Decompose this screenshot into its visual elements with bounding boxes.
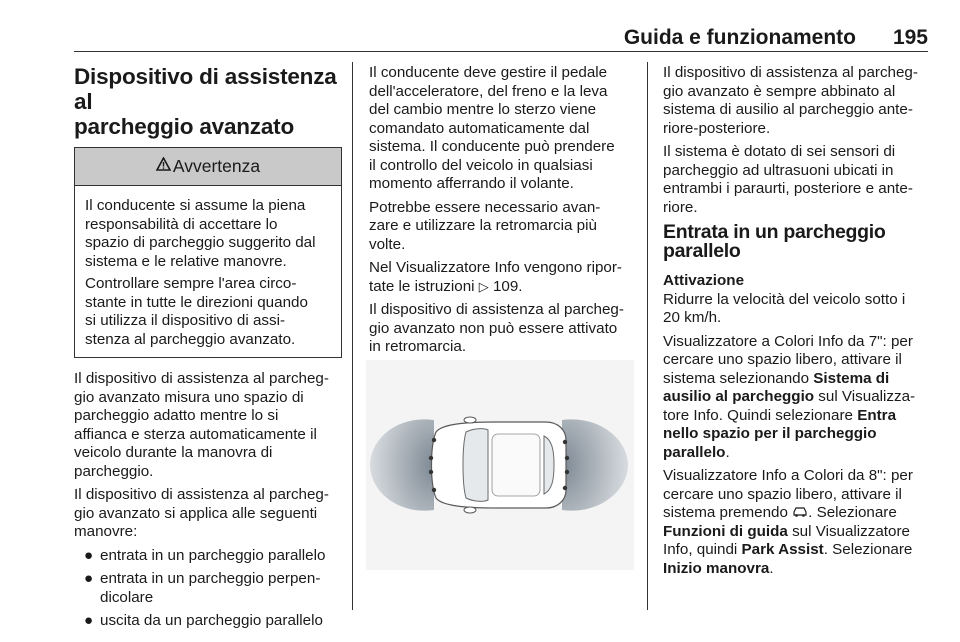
- text-line: Nel Visualizzatore Info vengono ripor-: [369, 259, 622, 276]
- text-line: Visualizzatore Info a Colori da 8": per: [663, 467, 913, 484]
- text-line: entrata in un parcheggio parallelo: [100, 546, 326, 564]
- page-reference-link[interactable]: 109.: [488, 277, 523, 295]
- text-line: parcheggio adatto mentre lo si: [74, 407, 279, 424]
- text-line: veicolo durante la manovra di: [74, 444, 273, 461]
- text-line: Il conducente deve gestire il pedale: [369, 64, 608, 81]
- activation-heading: Attivazione: [663, 272, 745, 289]
- text-line: stante in tutte le direzioni quando: [85, 293, 308, 311]
- text-line: gio avanzato è sempre abbinato al: [663, 82, 896, 100]
- text-line: parcheggio ad ultrasuoni ubicati in: [663, 161, 894, 179]
- text-line: . Selezionare: [808, 504, 897, 521]
- text-line: si utilizza il dispositivo di assi-: [85, 312, 286, 329]
- text-line: sistema premendo: [663, 504, 793, 521]
- warning-label: Avvertenza: [172, 156, 261, 177]
- text-line: del cambio mentre lo sterzo viene: [369, 101, 597, 118]
- menu-term: Funzioni di guida: [663, 522, 788, 540]
- paragraph-intro: [74, 370, 342, 481]
- warning-header: [75, 148, 341, 186]
- list-item: [74, 547, 342, 566]
- text-line: gio avanzato si applica alle seguenti: [74, 504, 318, 522]
- text-line: tore Info. Quindi selezionare: [663, 406, 858, 424]
- car-top-view: [429, 417, 569, 513]
- paragraph-driver-control: [369, 64, 637, 194]
- text-line: Il conducente si assume la piena: [85, 197, 306, 214]
- text-line: .: [725, 443, 730, 461]
- text-line: parcheggio.: [74, 462, 154, 480]
- text-line: spazio di parcheggio suggerito dal: [85, 234, 316, 251]
- text-line: manovre:: [74, 523, 138, 540]
- text-line: Il dispositivo di assistenza al parcheg-: [369, 301, 624, 318]
- menu-term: Entra: [857, 406, 897, 424]
- text-line: . Selezionare: [823, 541, 913, 558]
- text-line: sul Visualizza-: [814, 388, 916, 405]
- paragraph-activation: [663, 272, 931, 328]
- car-sensor-illustration: [366, 360, 634, 570]
- menu-term: parallelo: [663, 443, 726, 461]
- section-title: [74, 64, 342, 139]
- text-line: volte.: [369, 235, 406, 253]
- warning-box: [74, 147, 342, 358]
- text-line: entrata in un parcheggio perpen-: [100, 570, 321, 587]
- text-line: .: [769, 559, 774, 577]
- text-line: momento afferrando il volante.: [369, 175, 574, 192]
- text-line: Il dispositivo di assistenza al parcheg-: [74, 486, 329, 503]
- paragraph-instructions: [369, 259, 637, 296]
- menu-term: ausilio al parcheggio: [663, 388, 815, 405]
- list-item: [74, 612, 342, 631]
- text-line: gio avanzato non può essere attivato: [369, 319, 618, 337]
- text-line: Il sistema è dotato di sei sensori di: [663, 143, 896, 160]
- text-line: dicolare: [100, 588, 154, 606]
- section-title-line-1: Dispositivo di assistenza al: [74, 64, 337, 114]
- warning-paragraph-1: [85, 197, 331, 271]
- text-line: sistema selezionando: [663, 369, 814, 387]
- text-line: affianca e sterza automaticamente il: [74, 425, 317, 443]
- text-line: zare e utilizzare la retromarcia più: [369, 217, 597, 234]
- paragraph-7in-display: [663, 333, 931, 463]
- text-line: il controllo del veicolo in qualsiasi: [369, 156, 593, 174]
- text-line: Controllare sempre l'area circo-: [85, 275, 297, 292]
- text-line: uscita da un parcheggio parallelo: [100, 612, 323, 629]
- warning-triangle-icon: [156, 157, 171, 176]
- text-line: 20 km/h.: [663, 309, 722, 326]
- paragraph-no-reverse: [369, 301, 637, 357]
- text-line: riore-posteriore.: [663, 119, 771, 137]
- text-line: cercare uno spazio libero, attivare il: [663, 351, 902, 368]
- text-line: sul Visualizzatore: [787, 522, 910, 540]
- text-line: comandato automaticamente dal: [369, 119, 590, 137]
- paragraph-reverse: [369, 199, 637, 255]
- page-header: [74, 22, 928, 52]
- text-line: sistema di ausilio al parcheggio ante-: [663, 101, 913, 118]
- paragraph-sensors: [663, 143, 931, 217]
- text-line: Potrebbe essere necessario avan-: [369, 198, 601, 216]
- warning-paragraph-2: [85, 275, 331, 349]
- page-reference-arrow-icon: ▷: [478, 278, 489, 294]
- paragraph-combined-system: [663, 64, 931, 138]
- parking-car-icon: [792, 504, 808, 521]
- bullet-icon: ●: [84, 570, 94, 587]
- warning-body: [75, 186, 341, 357]
- subsection-title: Entrata in un parcheggio parallelo: [663, 221, 886, 262]
- text-line: riore.: [663, 198, 698, 216]
- parking-sensor-diagram: [366, 360, 634, 570]
- paragraph-manoeuvres: [74, 486, 342, 542]
- text-line: entrambi i paraurti, posteriore e ante-: [663, 180, 913, 197]
- menu-term: Sistema di: [813, 369, 890, 387]
- text-line: sistema e le relative manovre.: [85, 252, 287, 270]
- text-line: Visualizzatore a Colori Info da 7": per: [663, 332, 913, 350]
- text-line: stenza al parcheggio avanzato.: [85, 330, 296, 348]
- text-line: tate le istruzioni: [369, 277, 479, 295]
- header-rule: [74, 51, 928, 52]
- bullet-icon: ●: [84, 612, 94, 629]
- text-line: responsabilità di accettare lo: [85, 215, 278, 233]
- list-item: [74, 570, 342, 607]
- text-line: dell'acceleratore, del freno e la leva: [369, 82, 608, 100]
- text-line: Il dispositivo di assistenza al parcheg-: [663, 64, 918, 81]
- text-line: cercare uno spazio libero, attivare il: [663, 485, 902, 503]
- header-title: Guida e funzionamento: [623, 26, 856, 49]
- column-2: [369, 64, 637, 362]
- menu-term: Park Assist: [741, 541, 824, 558]
- text-line: gio avanzato misura uno spazio di: [74, 388, 304, 406]
- column-divider-1: [352, 62, 353, 610]
- column-1: [74, 64, 342, 636]
- manoeuvre-list: [74, 547, 342, 631]
- section-title-line-2: parcheggio avanzato: [74, 114, 295, 139]
- page-number: 195: [892, 26, 928, 49]
- text-line: Ridurre la velocità del veicolo sotto i: [663, 290, 906, 308]
- menu-term: Inizio manovra: [663, 559, 770, 577]
- text-line: in retromarcia.: [369, 338, 467, 355]
- bullet-icon: ●: [84, 546, 94, 564]
- column-divider-2: [647, 62, 648, 610]
- text-line: Info, quindi: [663, 541, 742, 558]
- menu-term: nello spazio per il parcheggio: [663, 425, 877, 442]
- text-line: Il dispositivo di assistenza al parcheg-: [74, 370, 329, 387]
- column-3: [663, 64, 931, 583]
- text-line: sistema. Il conducente può prendere: [369, 138, 615, 155]
- paragraph-8in-display: [663, 467, 931, 578]
